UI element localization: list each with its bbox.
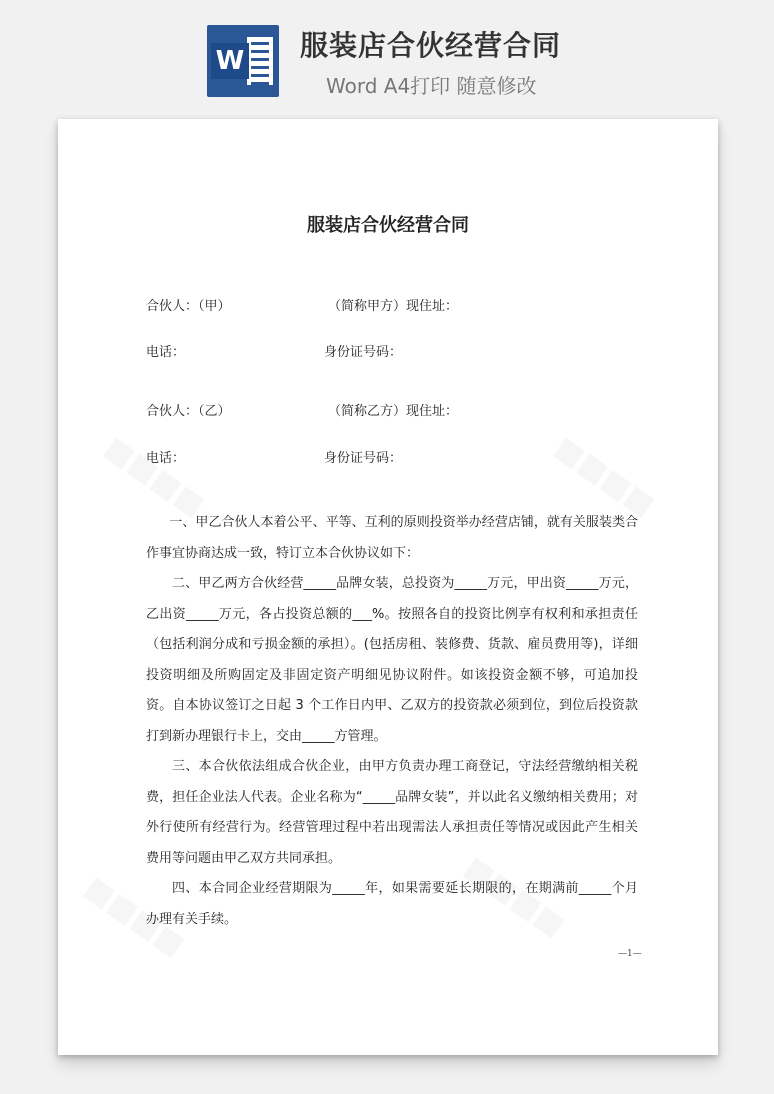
banner-title: 服装店合伙经营合同 — [300, 29, 562, 62]
document-title: 服装店合伙经营合同 — [307, 215, 469, 236]
document-page — [58, 119, 718, 1055]
partner-a-phone-label: 电话： — [146, 345, 186, 360]
partner-b-id-label: 身份证号码： — [324, 451, 403, 466]
banner-subtitle: Word A4打印 随意修改 — [326, 74, 537, 98]
page-number: —1— — [618, 949, 642, 959]
clause-paragraph: 四、本合同企业经营期限为_____年，如果需要延长期限的，在期满前_____个月办理有关手续。 — [146, 881, 638, 927]
word-document-icon — [207, 25, 279, 97]
clause-paragraph: 一、甲乙合伙人本着公平、平等、互利的原则投资举办经营店铺，就有关服装类合作事宜协商达成一致，特订立本合伙协议如下： — [146, 515, 638, 561]
document-lines-icon — [247, 37, 273, 85]
contract-body — [146, 508, 638, 935]
clause-paragraph: 三、本合伙依法组成合伙企业，由甲方负责办理工商登记，守法经营缴纳相关税费，担任企业法人代表。企业名称为“_____品牌女装”，并以此名义缴纳相关费用；对外行使所有经营行为。经营管理过程中若出现需法人承担责任等情况或因此产生相关费用等问题由甲乙双方共同承担。 — [146, 759, 638, 866]
banner-header — [0, 0, 774, 110]
partner-a-address-label: （简称甲方）现住址： — [328, 299, 459, 314]
partner-b-address-label: （简称乙方）现住址： — [328, 404, 459, 419]
clause-paragraph: 二、甲乙两方合伙经营_____品牌女装，总投资为_____万元，甲出资_____万元，乙出资_____万元，各占投资总额的___%。按照各自的投资比例享有权利和承担责任（包括利润分成和亏损金额的承担）。(包括房租、装修费、货款、雇员费用等)，详细投资明细及所购固定及非固定资产明细见协议附件。如该投资金额不够，可追加投资。自本协议签订之日起 3 个工作日内甲、乙双方的投资款必须到位，到位后投资款打到新办理银行卡上，交由_____方管理。 — [146, 576, 638, 744]
partner-a-label: 合伙人：（甲） — [146, 299, 231, 314]
partner-b-phone-label: 电话： — [146, 451, 186, 466]
partner-a-id-label: 身份证号码： — [324, 345, 403, 360]
word-logo-letter: W — [211, 43, 249, 79]
partner-b-label: 合伙人：（乙） — [146, 404, 231, 419]
